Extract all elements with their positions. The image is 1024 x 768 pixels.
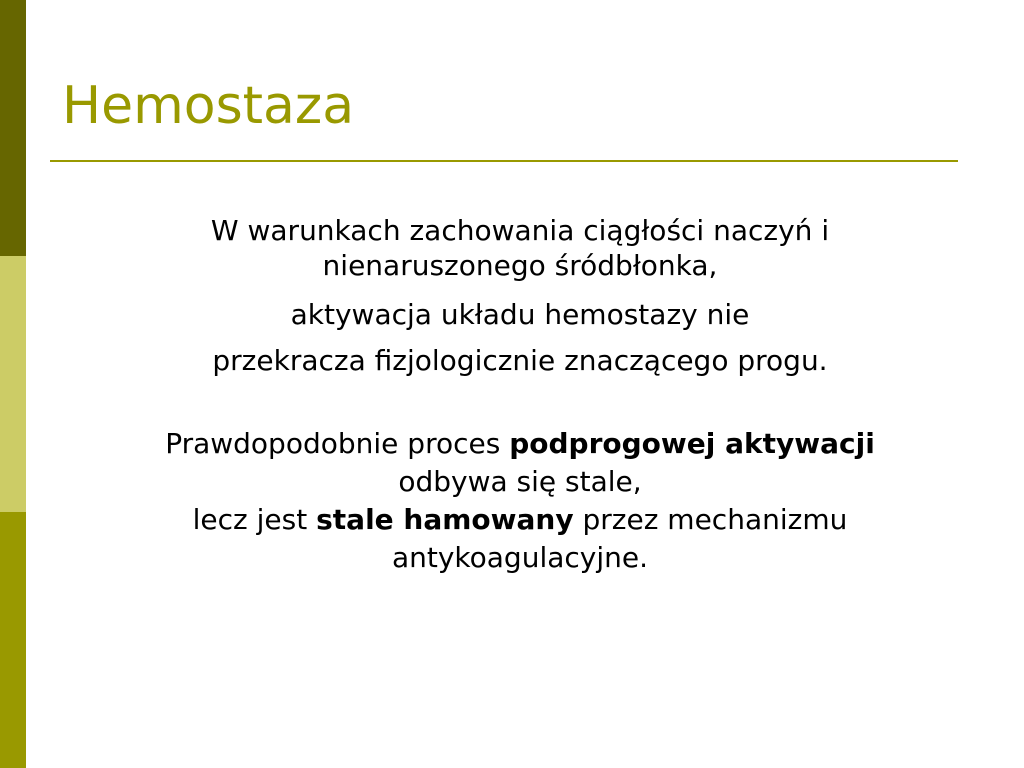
- body-line-7-prefix: lecz jest: [192, 503, 317, 536]
- body-line-6: odbywa się stale,: [398, 465, 642, 498]
- body-line-8: antykoagulacyjne.: [391, 541, 649, 574]
- emphasis-constantly-inhibited: stale hamowany: [316, 503, 574, 536]
- slide-body: [70, 208, 970, 576]
- body-line-2: nienaruszonego śródbłonka,: [322, 249, 718, 282]
- body-line-7-suffix: przez mechanizmu: [573, 503, 848, 536]
- title-underline: [50, 160, 958, 162]
- body-line-4: przekracza fizjologicznie znaczącego progu.: [212, 344, 828, 377]
- side-bar-olive: [0, 512, 26, 768]
- body-line-3: aktywacja układu hemostazy nie: [290, 298, 750, 331]
- emphasis-subthreshold-activation: podprogowej aktywacji: [509, 427, 875, 460]
- body-line-5-text: Prawdopodobnie proces: [165, 427, 510, 460]
- side-bar-dark-olive: [0, 0, 26, 256]
- paragraph-spacer: [70, 384, 970, 424]
- body-line-7: [70, 500, 970, 540]
- slide-title: Hemostaza: [62, 76, 355, 136]
- body-line-1: W warunkach zachowania ciągłości naczyń i: [210, 214, 830, 247]
- side-bar-light-olive: [0, 256, 26, 512]
- body-line-5: [70, 424, 970, 464]
